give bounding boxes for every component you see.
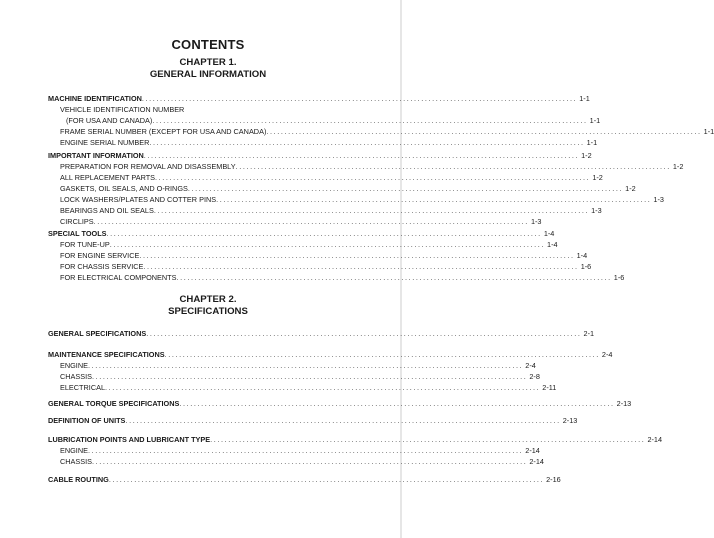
toc-entry-label: ELECTRICAL bbox=[60, 383, 106, 392]
toc-entry bbox=[48, 415, 578, 426]
toc-entry-label: CIRCLIPS bbox=[60, 217, 94, 226]
dot-leader: ........................................................................................................................ bbox=[125, 416, 561, 425]
toc-entry bbox=[60, 161, 684, 172]
toc-entry-label: LOCK WASHERS/PLATES AND COTTER PINS bbox=[60, 195, 217, 204]
toc-entry-page: 2-14 bbox=[647, 435, 663, 444]
dot-leader: ........................................................................................................................ bbox=[92, 372, 528, 381]
dot-leader: ........................................................................................................................ bbox=[210, 435, 646, 444]
toc-entry-page: 2-1 bbox=[583, 329, 595, 338]
chapter2-subheading: SPECIFICATIONS bbox=[168, 306, 248, 317]
dot-leader: ........................................................................................................................ bbox=[143, 262, 579, 271]
toc-entry-label: LUBRICATION POINTS AND LUBRICANT TYPE bbox=[48, 435, 211, 444]
toc-entry-page: 2-14 bbox=[525, 446, 540, 455]
toc-entry-label: IMPORTANT INFORMATION bbox=[48, 151, 144, 160]
toc-entry-label: BEARINGS AND OIL SEALS bbox=[60, 206, 154, 215]
toc-entry-label: DEFINITION OF UNITS bbox=[48, 416, 126, 425]
dot-leader: ........................................................................................................................ bbox=[187, 184, 624, 193]
toc-entry-label: FOR ENGINE SERVICE bbox=[60, 251, 140, 260]
toc-entry-page: 1-1 bbox=[589, 116, 601, 125]
dot-leader: ........................................................................................................................ bbox=[216, 195, 652, 204]
toc-entry-page: 1-3 bbox=[653, 195, 664, 204]
dot-leader: ........................................................................................................................ bbox=[152, 116, 588, 125]
dot-leader: ........................................................................................................................ bbox=[266, 127, 702, 136]
dot-leader: ........................................................................................................................ bbox=[105, 383, 541, 392]
toc-entry-label: ALL REPLACEMENT PARTS bbox=[60, 173, 156, 182]
page-title: CONTENTS bbox=[171, 37, 245, 52]
toc-entry bbox=[60, 205, 602, 216]
toc-entry-page: 1-3 bbox=[530, 217, 542, 226]
dot-leader: ........................................................................................................................ bbox=[108, 475, 545, 484]
toc-entry bbox=[60, 172, 603, 183]
chapter2-heading: CHAPTER 2. bbox=[179, 294, 237, 305]
toc-entry-label: CHASSIS bbox=[60, 457, 93, 466]
toc-entry bbox=[48, 349, 613, 360]
dot-leader: ........................................................................................................................ bbox=[146, 329, 582, 338]
toc-entry-page: 1-2 bbox=[672, 162, 684, 171]
toc-entry-page: 2-16 bbox=[546, 475, 561, 484]
toc-entry bbox=[60, 445, 540, 456]
toc-entry-label: MAINTENANCE SPECIFICATIONS bbox=[48, 350, 165, 359]
toc-entry-page: 1-6 bbox=[613, 273, 625, 282]
toc-entry bbox=[60, 456, 544, 467]
dot-leader: ........................................................................................................................ bbox=[235, 162, 671, 171]
dot-leader: ........................................................................................................................ bbox=[141, 94, 578, 103]
toc-entry-label: FOR TUNE-UP bbox=[60, 240, 110, 249]
dot-leader: ........................................................................................................................ bbox=[176, 273, 612, 282]
toc-entry bbox=[60, 272, 625, 283]
toc-entry bbox=[48, 398, 632, 409]
toc-entry bbox=[60, 194, 664, 205]
toc-entry-page: 1-1 bbox=[586, 138, 598, 147]
toc-entry-label: ENGINE SERIAL NUMBER bbox=[60, 138, 150, 147]
toc-entry-page: 1-2 bbox=[592, 173, 603, 182]
toc-entry-page: 2-11 bbox=[542, 383, 557, 392]
toc-entry-label: SPECIAL TOOLS bbox=[48, 229, 107, 238]
dot-leader: ........................................................................................................................ bbox=[164, 350, 600, 359]
toc-entry-page: 1-6 bbox=[580, 262, 592, 271]
toc-entry-label: FOR ELECTRICAL COMPONENTS bbox=[60, 273, 177, 282]
toc-entry-page: 1-3 bbox=[591, 206, 602, 215]
toc-entry bbox=[60, 360, 536, 371]
toc-entry-page: 1-1 bbox=[703, 127, 714, 136]
dot-leader: ........................................................................................................................ bbox=[153, 206, 590, 215]
chapter1-subheading: GENERAL INFORMATION bbox=[149, 69, 267, 80]
toc-entry bbox=[60, 104, 345, 115]
toc-entry-page: 2-13 bbox=[616, 399, 632, 408]
dot-leader: ........................................................................................................................ bbox=[87, 446, 524, 455]
toc-entry-label: FOR CHASSIS SERVICE bbox=[60, 262, 144, 271]
toc-entry-label: (FOR USA AND CANADA) bbox=[66, 116, 153, 125]
dot-leader: ........................................................................................................................ bbox=[155, 173, 591, 182]
toc-entry-page: 1-1 bbox=[579, 94, 590, 103]
dot-leader: ........................................................................................................................ bbox=[92, 457, 528, 466]
toc-entry bbox=[66, 115, 601, 126]
toc-entry bbox=[48, 328, 595, 339]
toc-entry-label: MACHINE IDENTIFICATION bbox=[48, 94, 142, 103]
toc-entry-label: ENGINE bbox=[60, 446, 88, 455]
toc-entry-page: 2-13 bbox=[562, 416, 578, 425]
chapter1-heading: CHAPTER 1. bbox=[179, 57, 237, 68]
toc-entry-page: 1-2 bbox=[581, 151, 592, 160]
dot-leader: ........................................................................................................................ bbox=[106, 229, 542, 238]
toc-entry-label: ENGINE bbox=[60, 361, 88, 370]
toc-entry-page: 1-4 bbox=[543, 229, 555, 238]
toc-entry bbox=[48, 434, 663, 445]
dot-leader: ........................................................................................................................ bbox=[93, 217, 529, 226]
dot-leader: ........................................................................................................................ bbox=[143, 151, 580, 160]
dot-leader: ........................................................................................................................ bbox=[109, 240, 546, 249]
toc-entry bbox=[60, 183, 636, 194]
toc-entry bbox=[48, 150, 592, 161]
toc-entry bbox=[60, 239, 558, 250]
toc-entry bbox=[48, 474, 561, 485]
toc-entry-page: 2-14 bbox=[529, 457, 544, 466]
dot-leader: ........................................................................................................................ bbox=[139, 251, 575, 260]
toc-entry bbox=[60, 382, 557, 393]
toc-entry bbox=[60, 137, 598, 148]
toc-entry bbox=[60, 250, 588, 261]
toc-entry-label: GENERAL SPECIFICATIONS bbox=[48, 329, 147, 338]
toc-entry-label: VEHICLE IDENTIFICATION NUMBER bbox=[60, 105, 185, 114]
toc-entry-page: 1-2 bbox=[625, 184, 636, 193]
toc-entry bbox=[60, 261, 592, 272]
toc-entry bbox=[60, 371, 540, 382]
dot-leader: ........................................................................................................................ bbox=[149, 138, 585, 147]
toc-entry bbox=[60, 216, 542, 227]
toc-entry bbox=[60, 126, 714, 137]
toc-entry-label: CHASSIS bbox=[60, 372, 93, 381]
toc-entry-label: FRAME SERIAL NUMBER (EXCEPT FOR USA AND CANADA) bbox=[60, 127, 267, 136]
toc-entry-page: 1-4 bbox=[547, 240, 558, 249]
toc-entry bbox=[48, 228, 555, 239]
toc-entry-label: CABLE ROUTING bbox=[48, 475, 109, 484]
toc-entry bbox=[48, 93, 590, 104]
dot-leader: ........................................................................................................................ bbox=[87, 361, 524, 370]
dot-leader: ........................................................................................................................ bbox=[179, 399, 615, 408]
toc-entry-label: GASKETS, OIL SEALS, AND O-RINGS bbox=[60, 184, 188, 193]
toc-entry-label: GENERAL TORQUE SPECIFICATIONS bbox=[48, 399, 180, 408]
toc-entry-label: PREPARATION FOR REMOVAL AND DISASSEMBLY bbox=[60, 162, 236, 171]
toc-entry-page: 2-4 bbox=[525, 361, 536, 370]
toc-entry-page: 2-8 bbox=[529, 372, 540, 381]
toc-entry-page: 2-4 bbox=[601, 350, 613, 359]
toc-entry-page: 1-4 bbox=[576, 251, 588, 260]
